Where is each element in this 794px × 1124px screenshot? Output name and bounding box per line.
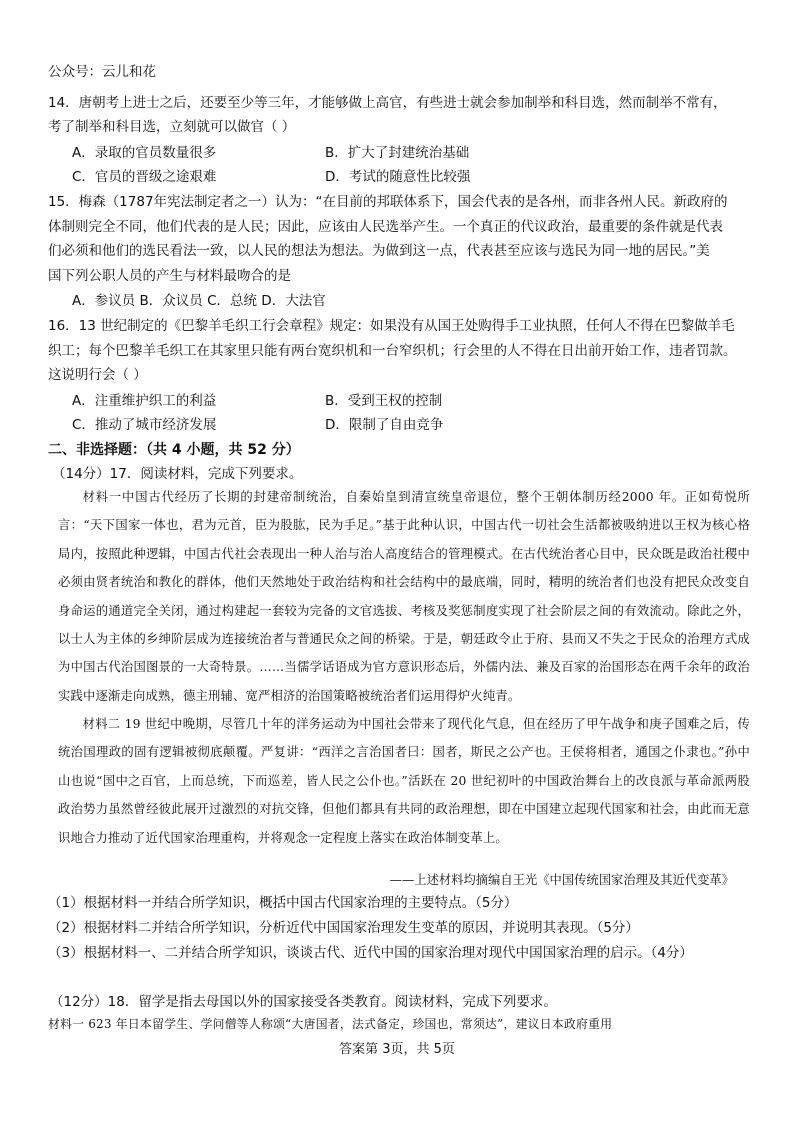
q14-stem-line2: 考了制举和科目选，立刻就可以做官（ ） (48, 119, 296, 135)
q17-subquestion-2: （2）根据材料二并结合所学知识，分析近代中国国家治理发生变革的原因，并说明其表现。（5分） (48, 920, 639, 936)
q18-material-1-start: 材料一 623 年日本留学生、学问僧等人称颂“大唐国者，法式备定，珍国也，常须达”，建议日本政府重用 (48, 1017, 613, 1031)
q14-option-a: A．录取的官员数量很多 (72, 145, 217, 161)
header-label: 公众号：云儿和花 (48, 64, 156, 80)
q16-stem-line2: 织工；每个巴黎羊毛织工在其家里只能有两台宽织机和一台窄织机；行会里的人不得在日出前开始工作，违者罚款。 (48, 343, 737, 359)
q16-option-d: D．限制了自由竞争 (325, 417, 444, 433)
q16-option-b: B．受到王权的控制 (325, 393, 443, 409)
q16-stem-line1: 16．13 世纪制定的《巴黎羊毛织工行会章程》规定：如果没有从国王处购得手工业执照，任何人不得在巴黎做羊毛 (48, 318, 735, 334)
q17-material-1 (58, 483, 750, 710)
q17-material-2 (58, 710, 750, 852)
q15-options: A．参议员 B．众议员 C．总统 D．大法官 (72, 293, 326, 309)
q15-stem-line4: 国下列公职人员的产生与材料最吻合的是 (48, 268, 291, 284)
q16-stem-line3: 这说明行会（ ） (48, 367, 147, 383)
section-title: 二、非选择题：（共 4 小题，共 52 分） (48, 442, 300, 458)
q18-intro: （12分）18．留学是指去母国以外的国家接受各类教育。阅读材料，完成下列要求。 (50, 994, 557, 1010)
q15-stem-line1: 15．梅森（1787年宪法制定者之一）认为：“在目前的邦联体系下，国会代表的是各州，而非各州人民。新政府的 (48, 194, 728, 210)
page-footer: 答案第 3页，共 5页 (339, 1042, 455, 1057)
q15-stem-line3: 们必须和他们的选民看法一致，以人民的想法为想法。为做到这一点，代表甚至应该与选民为同一地的居民。”美 (48, 243, 710, 259)
q15-stem-line2: 体制则完全不同，他们代表的是人民；因此，应该由人民选举产生。一个真正的代议政治，最重要的条件就是代表 (48, 219, 723, 235)
q14-stem-line1: 14．唐朝考上进士之后，还要至少等三年，才能够做上高官，有些进士就会参加制举和科目选，然而制举不常有， (48, 95, 727, 111)
q17-source: ——上述材料均摘编自王光《中国传统国家治理及其近代变革》 (389, 873, 734, 887)
q17-subquestion-3: （3）根据材料一、二并结合所学知识，谈谈古代、近代中国的国家治理对现代中国国家治理的启示。（4分） (48, 945, 693, 961)
q14-option-b: B．扩大了封建统治基础 (325, 145, 470, 161)
q17-subquestion-1: （1）根据材料一并结合所学知识，概括中国古代国家治理的主要特点。（5分） (48, 895, 518, 911)
q17-intro: （14分）17．阅读材料，完成下列要求。 (52, 466, 303, 482)
q14-option-c: C．官员的晋级之途艰难 (72, 169, 217, 185)
q16-option-c: C．推动了城市经济发展 (72, 417, 217, 433)
q16-option-a: A．注重维护织工的利益 (72, 393, 217, 409)
q17-material-1-text: 材料一中国古代经历了长期的封建帝制统治，自秦始皇到清宣统皇帝退位，整个王朝体制历经2000 年。正如荀悦所言：“天下国家一体也，君为元首，臣为股肱，民为手足。”基于此种认识，中国古代一切社会生活都被吸纳进以王权为核心格局内，按照此种逻辑，中国古代社会表现出一种人治与治人高度结合的管理模式。在古代统治者心目中，民众既是政治社稷中必须由贤者统治和教化的群体，他们天然地处于政治结构和社会结构中的最底端，同时，精明的统治者们也没有把民众改变自身命运的通道完全关闭，通过构建起一套较为完备的文官选拔、考核及奖惩制度实现了社会阶层之间的有效流动。除此之外，以士人为主体的乡绅阶层成为连接统治者与普通民众之间的桥梁。于是，朝廷政令止于府、县而又不失之于民众的治理方式成为中国古代治国图景的一大奇特景。……当儒学话语成为官方意识形态后，外儒内法、兼及百家的治国形态在两千余年的政治实践中逐渐走向成熟，德主刑辅、宽严相济的治国策略被统治者们运用得炉火纯青。 (58, 490, 750, 703)
q14-option-d: D．考试的随意性比较强 (325, 169, 471, 185)
q17-material-2-text: 材料二 19 世纪中晚期，尽管几十年的洋务运动为中国社会带来了现代化气息，但在经历了甲午战争和庚子国难之后，传统治国理政的固有逻辑被彻底颠覆。严复讲：“西洋之言治国者曰：国者，斯民之公产也。王侯将相者，通国之仆隶也。”孙中山也说“国中之百官，上而总统，下而巡差，皆人民之公仆也。”活跃在 20 世纪初叶的中国政治舞台上的改良派与革命派两股政治势力虽然曾经彼此展开过激烈的对抗交锋，但他们都具有共同的政治理想，即在中国建立起现代国家和社会，由此而无意识地合力推动了近代国家治理重构，并将观念一定程度上落实在政治体制变革上。 (58, 717, 750, 845)
